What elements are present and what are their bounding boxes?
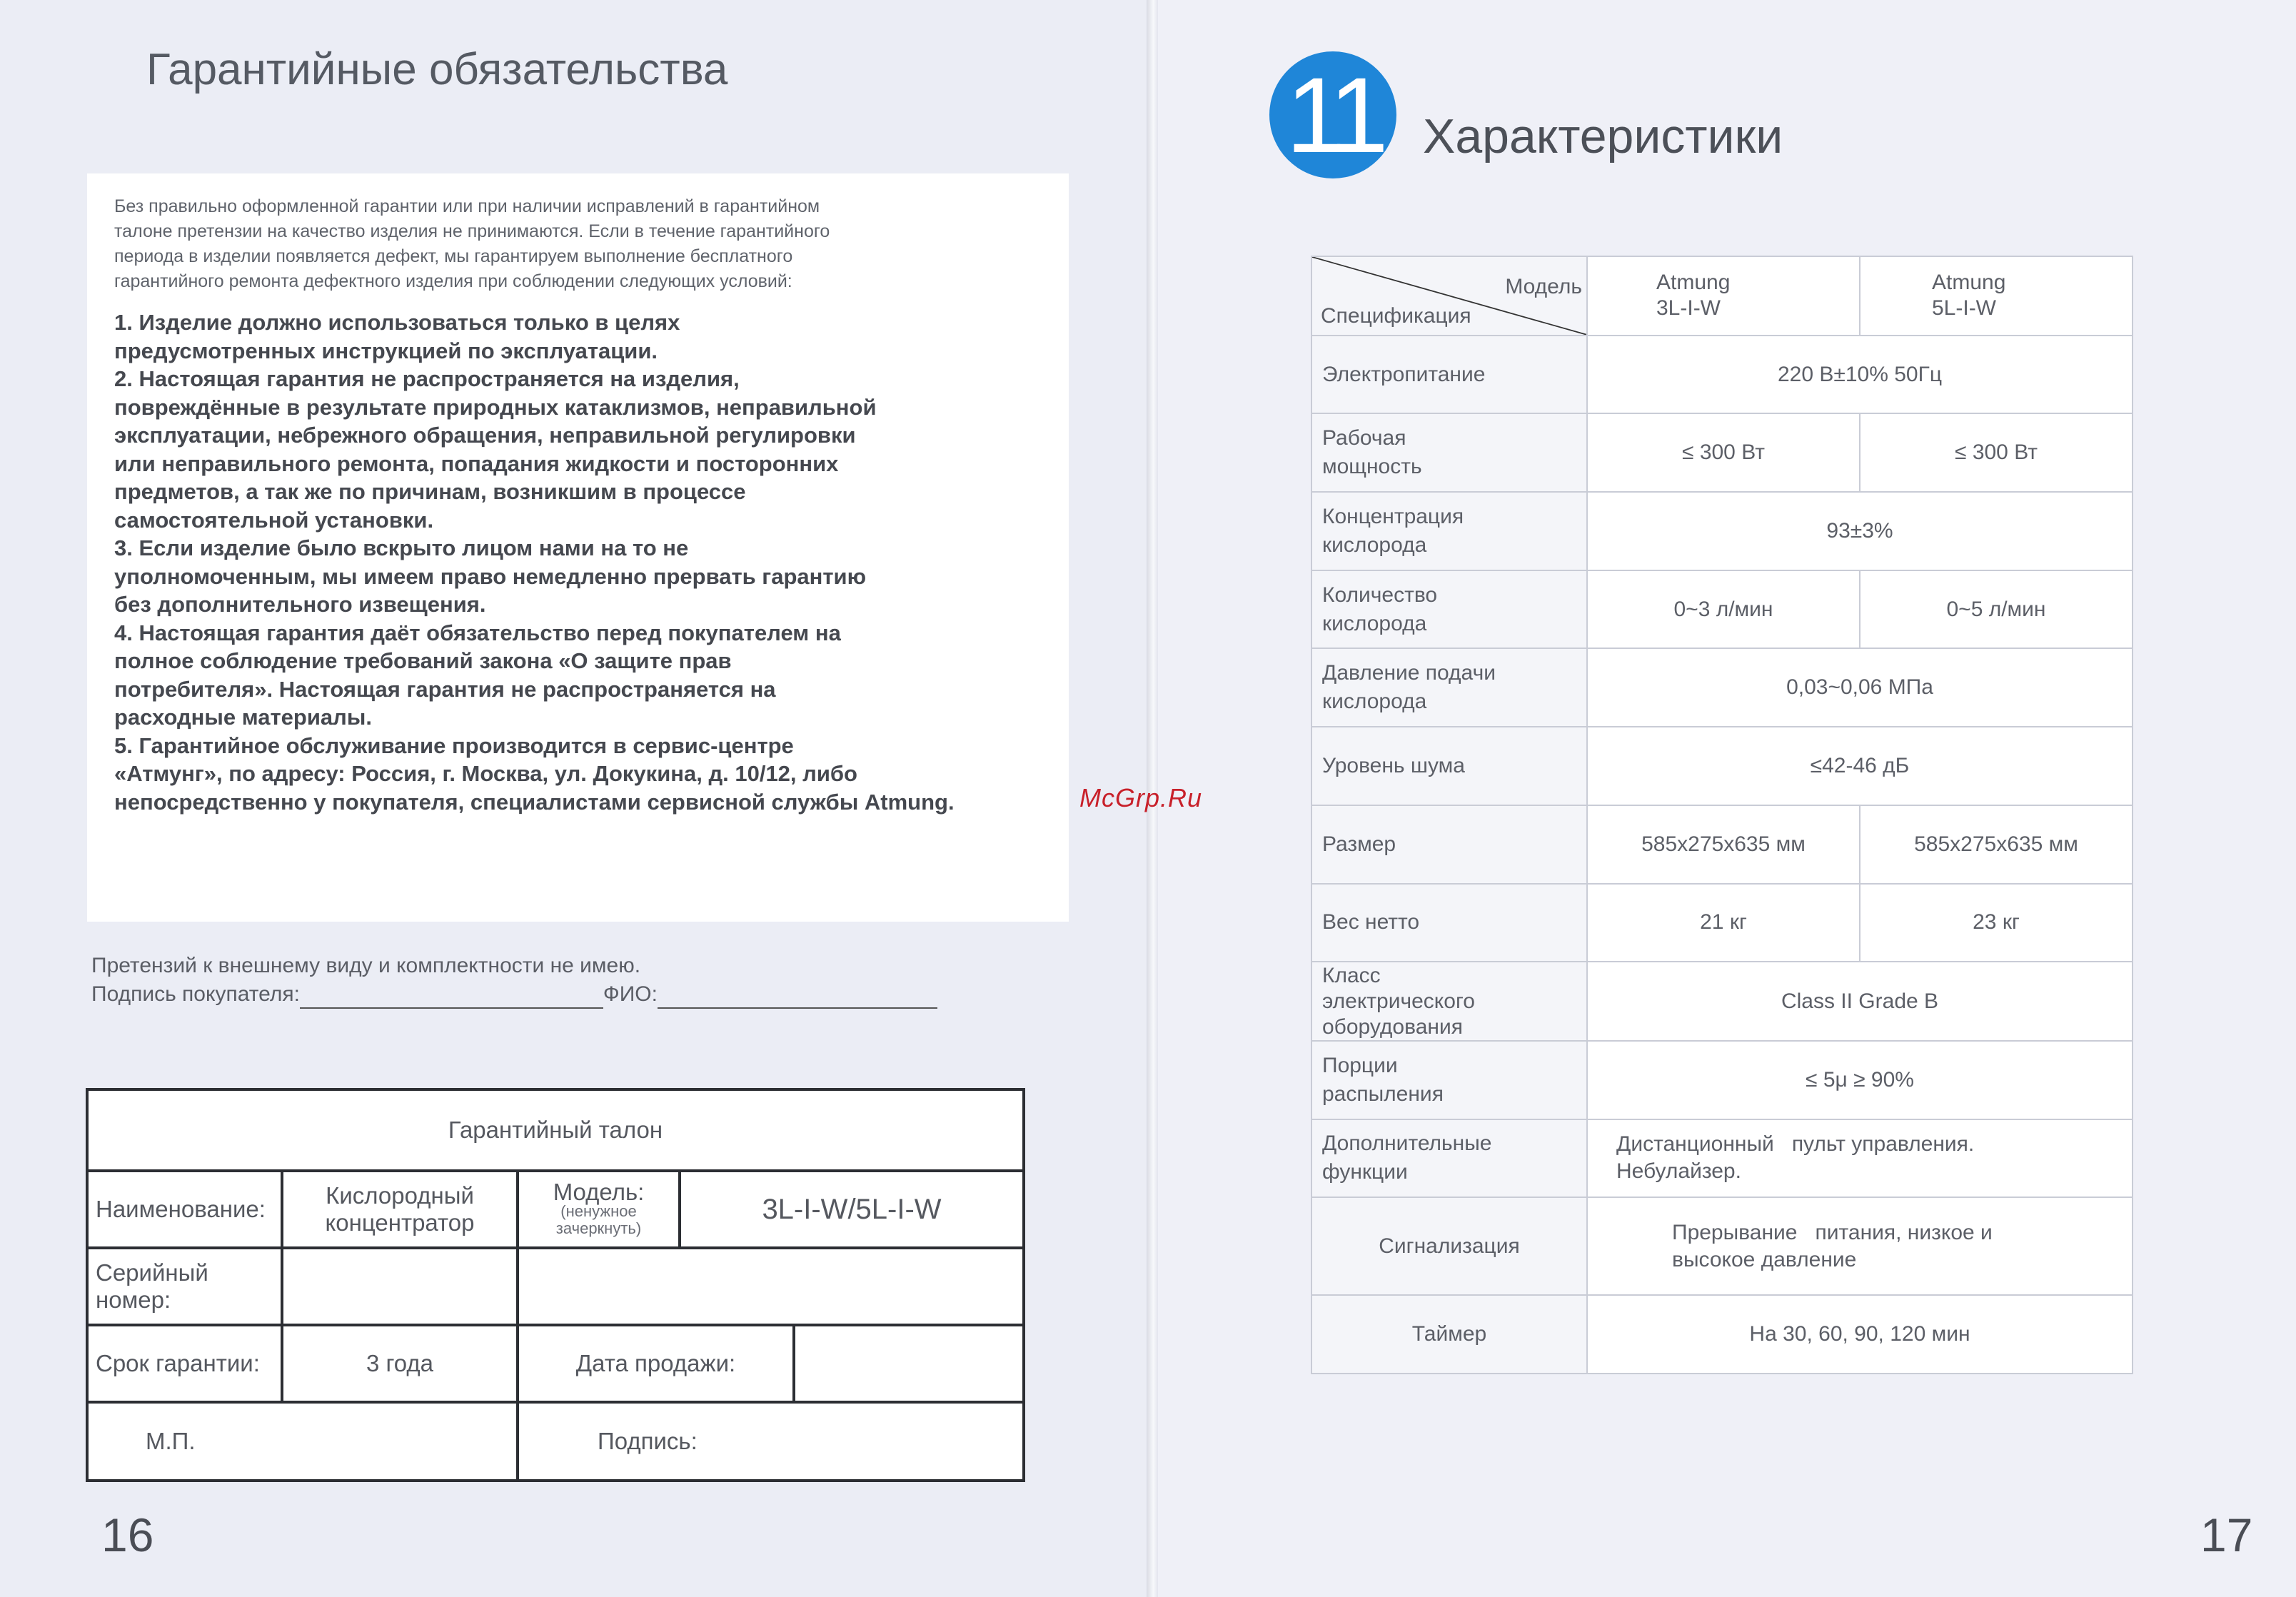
card-signature-label: Подпись: <box>518 1402 1024 1481</box>
row-value: 0,03~0,06 МПа <box>1587 648 2133 727</box>
row-value: 21 кг <box>1587 884 1860 962</box>
condition-line: непосредственно у покупателя, специалистами сервисной службы Atmung. <box>114 789 955 815</box>
condition-line: потребителя». Настоящая гарантия не распространяется на <box>114 676 776 702</box>
row-value: 23 кг <box>1860 884 2133 962</box>
row-label-line: Рабочая <box>1322 426 1406 450</box>
table-row <box>1311 1119 2133 1198</box>
sale-date-cell[interactable] <box>794 1325 1024 1402</box>
term-label: Срок гарантии: <box>87 1325 282 1402</box>
row-label-line: распыления <box>1322 1082 1444 1106</box>
condition-line: 3. Если изделие было вскрыто лицом нами на то не <box>114 535 689 560</box>
table-row <box>1311 648 2133 727</box>
row-label <box>1311 413 1587 492</box>
watermark: McGrp.Ru <box>1079 783 1203 812</box>
condition-line: эксплуатации, небрежного обращения, неправильной регулировки <box>114 423 856 448</box>
model-note: зачеркнуть) <box>555 1219 642 1237</box>
serial-label-line: Серийный <box>96 1259 208 1286</box>
intro-line: гарантийного ремонта дефектного изделия при соблюдении следующих условий: <box>114 271 792 291</box>
row-value-line: Дистанционный пульт управления. <box>1616 1132 1975 1157</box>
row-value: ≤ 5μ ≥ 90% <box>1587 1041 2133 1119</box>
fio-line[interactable] <box>658 986 937 1009</box>
row-label-line: кислорода <box>1322 611 1427 635</box>
row-label <box>1311 962 1587 1041</box>
table-row <box>1311 1197 2133 1295</box>
buyer-signature-label: Подпись покупателя: <box>91 982 300 1006</box>
row-value-line: высокое давление <box>1672 1247 1857 1271</box>
row-value: ≤ 300 Вт <box>1860 413 2133 492</box>
row-label-line: мощность <box>1322 455 1422 479</box>
intro-line: талоне претензии на качество изделия не принимаются. Если в течение гарантийного <box>114 221 830 241</box>
name-value-line: концентратор <box>325 1209 475 1236</box>
condition-line: 2. Настоящая гарантия не распространяется на изделия, <box>114 366 740 391</box>
row-label-line: оборудования <box>1322 1014 1463 1039</box>
name-value <box>282 1171 518 1248</box>
row-label-line: Дополнительные <box>1322 1132 1492 1156</box>
intro-line: Без правильно оформленной гарантии или при наличии исправлений в гарантийном <box>114 196 820 216</box>
row-value <box>1587 1119 2133 1198</box>
serial-label-line: номер: <box>96 1286 171 1313</box>
row-label <box>1311 648 1587 727</box>
condition-line: расходные материалы. <box>114 705 372 730</box>
row-label <box>1311 492 1587 570</box>
term-value: 3 года <box>282 1325 518 1402</box>
row-label-line: Класс <box>1322 963 1381 987</box>
table-row <box>1311 413 2133 492</box>
row-label: Таймер <box>1311 1295 1587 1374</box>
row-label: Вес нетто <box>1311 884 1587 962</box>
claim-line: Претензий к внешнему виду и комплектности не имею. <box>91 954 641 977</box>
row-label: Сигнализация <box>1311 1197 1587 1295</box>
condition-line: «Атмунг», по адресу: Россия, г. Москва, ул. Докукина, д. 10/12, либо <box>114 761 857 786</box>
row-label-line: кислорода <box>1322 690 1427 714</box>
serial-value-extra-cell[interactable] <box>518 1248 1024 1325</box>
row-label-line: Порции <box>1322 1053 1398 1077</box>
serial-value-cell[interactable] <box>282 1248 518 1325</box>
section-number-badge: 11 <box>1269 51 1396 178</box>
condition-line: предметов, а так же по причинам, возникшим в процессе <box>114 479 746 504</box>
row-value-line: Прерывание питания, низкое и <box>1672 1220 1993 1244</box>
model-note: (ненужное <box>560 1202 637 1220</box>
claim-block <box>91 952 937 1009</box>
specs-heading: Характеристики <box>1423 109 1783 163</box>
condition-line: 5. Гарантийное обслуживание производится в сервис-центре <box>114 732 794 758</box>
row-label-line: Давление подачи <box>1322 661 1496 685</box>
row-value-line: Небулайзер. <box>1616 1159 1741 1184</box>
row-label: Уровень шума <box>1311 727 1587 805</box>
table-row <box>1311 962 2133 1041</box>
fio-label: ФИО: <box>603 982 658 1006</box>
signature-row <box>91 980 937 1009</box>
model-value: 3L-I-W/5L-I-W <box>680 1171 1024 1248</box>
row-value: ≤ 300 Вт <box>1587 413 1860 492</box>
condition-line: уполномоченным, мы имеем право немедленно прервать гарантию <box>114 563 867 589</box>
condition-line: 1. Изделие должно использоваться только в целях <box>114 310 680 335</box>
row-label: Электропитание <box>1311 336 1587 414</box>
row-value: 93±3% <box>1587 492 2133 570</box>
row-label-line: Количество <box>1322 583 1438 607</box>
warranty-card-title: Гарантийный талон <box>87 1089 1024 1171</box>
table-row <box>1311 256 2133 336</box>
row-label <box>1311 1041 1587 1119</box>
warranty-card <box>86 1088 1025 1482</box>
row-label-line: кислорода <box>1322 533 1427 557</box>
row-value: 0~5 л/мин <box>1860 570 2133 649</box>
row-value: 220 В±10% 50Гц <box>1587 336 2133 414</box>
buyer-signature-line[interactable] <box>300 986 603 1009</box>
stamp-label: М.П. <box>87 1402 518 1481</box>
condition-line: полное соблюдение требований закона «О защите прав <box>114 648 732 673</box>
condition-line: повреждённые в результате природных катаклизмов, неправильной <box>114 394 877 420</box>
table-row <box>1311 492 2133 570</box>
model-label: Модель: <box>553 1179 645 1205</box>
name-label: Наименование: <box>87 1171 282 1248</box>
page-number-left: 16 <box>101 1508 154 1561</box>
model-col-2 <box>1860 256 2133 336</box>
row-value: 585x275x635 мм <box>1860 805 2133 884</box>
page-number-right: 17 <box>2200 1508 2253 1561</box>
condition-line: самостоятельной установки. <box>114 507 434 533</box>
model-header-label: Модель <box>1505 275 1582 298</box>
table-row <box>1311 884 2133 962</box>
condition-line: предусмотренных инструкцией по эксплуатации. <box>114 338 658 363</box>
table-row <box>1311 805 2133 884</box>
row-label-line: электрического <box>1322 989 1475 1013</box>
row-label-line: функции <box>1322 1160 1408 1184</box>
header-diagonal-cell <box>1311 256 1587 336</box>
name-value-line: Кислородный <box>326 1182 474 1209</box>
row-label: Размер <box>1311 805 1587 884</box>
row-value: 585x275x635 мм <box>1587 805 1860 884</box>
sale-date-label: Дата продажи: <box>518 1325 794 1402</box>
row-value: На 30, 60, 90, 120 мин <box>1587 1295 2133 1374</box>
table-row <box>1311 570 2133 649</box>
model-code: 5L-I-W <box>1932 296 1996 321</box>
condition-line: без дополнительного извещения. <box>114 592 486 617</box>
spec-header-label: Спецификация <box>1321 303 1471 328</box>
row-label <box>1311 570 1587 649</box>
table-row <box>1311 1295 2133 1374</box>
condition-line: 4. Настоящая гарантия даёт обязательство перед покупателем на <box>114 620 841 645</box>
row-label <box>1311 1119 1587 1198</box>
table-row <box>1311 727 2133 805</box>
model-label-cell <box>518 1171 680 1248</box>
warranty-heading: Гарантийные обязательства <box>146 45 728 94</box>
row-value <box>1587 1197 2133 1295</box>
warranty-conditions <box>114 308 1078 816</box>
row-label-line: Концентрация <box>1322 504 1464 528</box>
model-code: 3L-I-W <box>1656 296 1721 321</box>
model-name: Atmung <box>1656 271 1731 295</box>
specs-table <box>1311 256 2133 1374</box>
condition-line: или неправильного ремонта, попадания жидкости и посторонних <box>114 450 839 476</box>
model-col-1 <box>1587 256 1860 336</box>
table-row <box>1311 336 2133 414</box>
row-value: ≤42-46 дБ <box>1587 727 2133 805</box>
serial-label <box>87 1248 282 1325</box>
table-row <box>1311 1041 2133 1119</box>
row-value: 0~3 л/мин <box>1587 570 1860 649</box>
row-value: Class II Grade B <box>1587 962 2133 1041</box>
warranty-intro <box>114 194 1007 294</box>
model-name: Atmung <box>1932 271 2006 295</box>
intro-line: периода в изделии появляется дефект, мы гарантируем выполнение бесплатного <box>114 246 793 266</box>
